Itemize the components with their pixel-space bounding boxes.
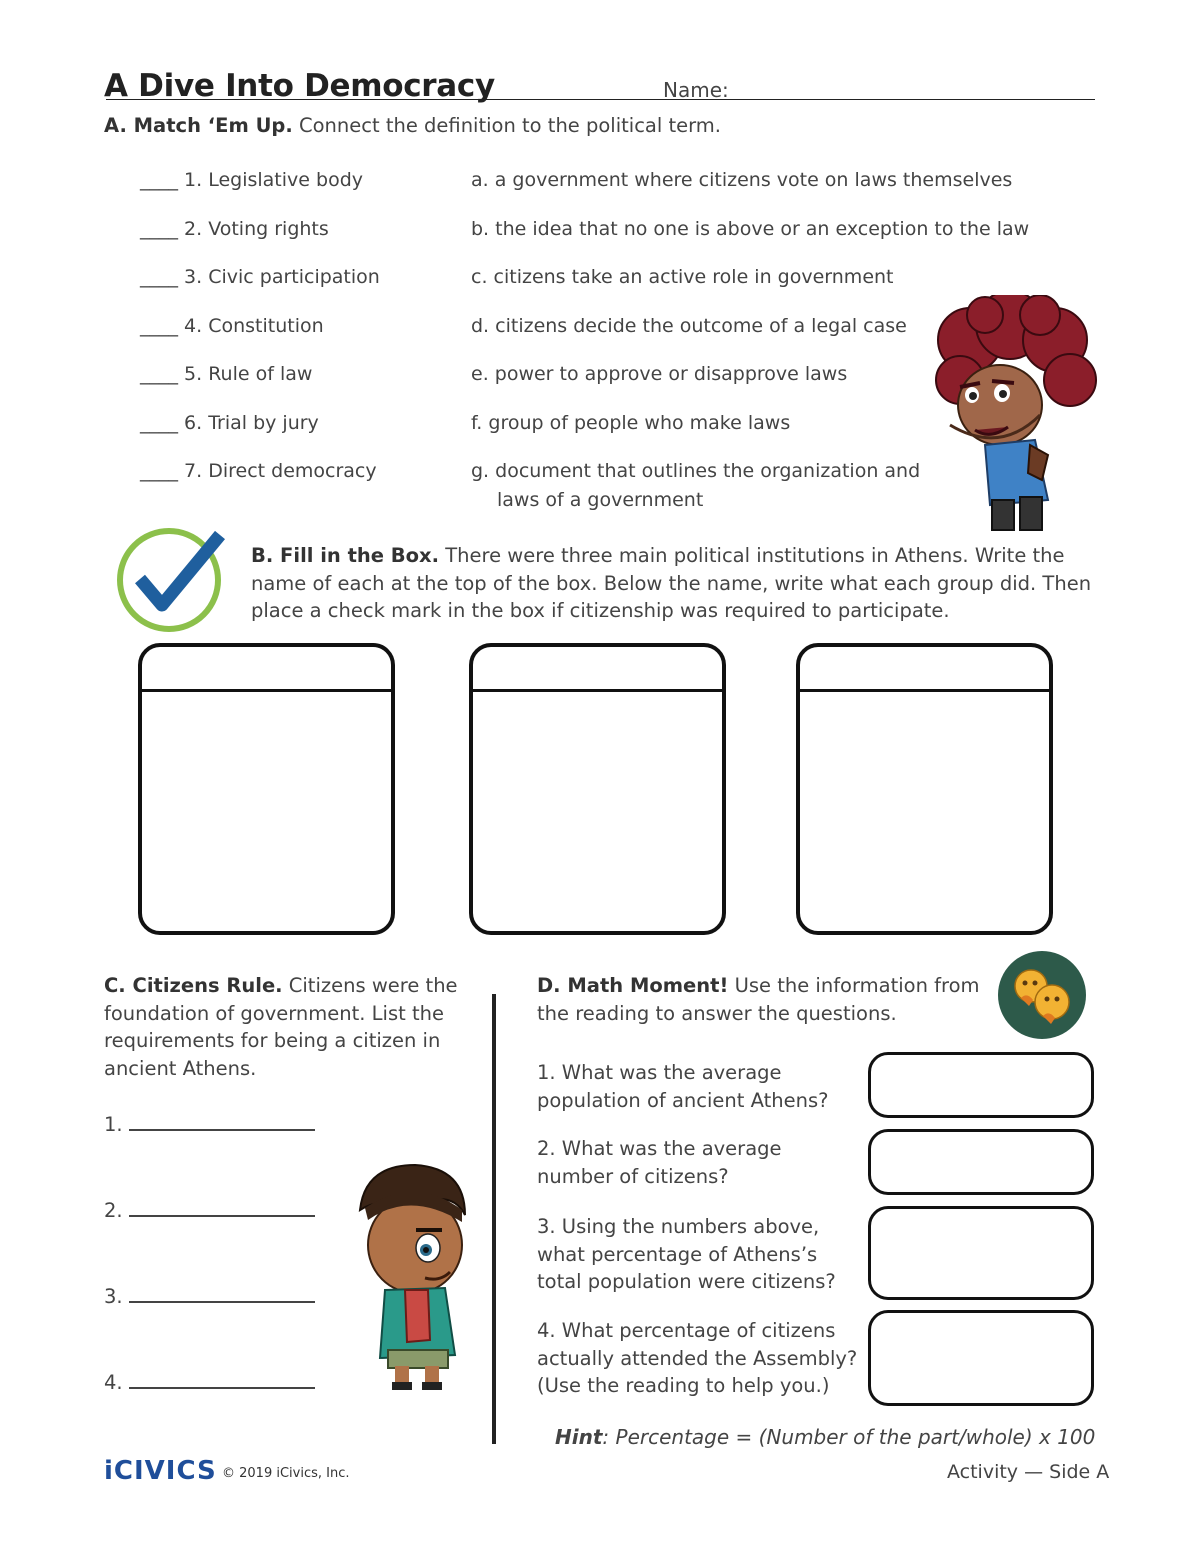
checkmark-icon: [116, 527, 226, 633]
term-6[interactable]: ____ 6. Trial by jury: [140, 412, 319, 434]
requirement-4[interactable]: [104, 1371, 315, 1394]
definition-e: e. power to approve or disapprove laws: [471, 363, 848, 385]
requirement-2-line[interactable]: [129, 1199, 315, 1217]
math-question-2: [537, 1135, 782, 1190]
section-d-heading-bold: D. Math Moment!: [537, 974, 729, 997]
institution-box-1[interactable]: [138, 643, 395, 935]
section-a-heading-text: Connect the definition to the political term.: [292, 114, 722, 137]
math-question-1-line2: population of ancient Athens?: [537, 1088, 829, 1112]
definition-g: g. document that outlines the organization and: [471, 460, 921, 482]
thinking-emoji-icon: [997, 950, 1087, 1040]
definition-g-cont: laws of a government: [497, 489, 704, 511]
section-a-heading-bold: A. Match ‘Em Up.: [104, 114, 293, 137]
institution-box-2-divider: [473, 689, 722, 692]
math-question-1-line1: 1. What was the average: [537, 1061, 782, 1084]
math-question-3-line2: what percentage of Athens’s: [537, 1242, 818, 1266]
page-side-label: Activity — Side A: [947, 1461, 1110, 1483]
term-5[interactable]: ____ 5. Rule of law: [140, 363, 313, 385]
section-d-line2: the reading to answer the questions.: [537, 1001, 897, 1025]
term-1[interactable]: ____ 1. Legislative body: [140, 169, 363, 191]
section-c-heading-bold: C. Citizens Rule.: [104, 974, 283, 997]
section-c-line2: foundation of government. List the: [104, 1001, 444, 1025]
section-c-line3: requirements for being a citizen in: [104, 1029, 441, 1052]
character-illustration: [930, 295, 1100, 535]
requirement-4-line[interactable]: [129, 1371, 315, 1389]
section-b-line3: place a check mark in the box if citizenship was required to participate.: [251, 599, 950, 622]
math-question-3-line3: total population were citizens?: [537, 1270, 836, 1293]
requirement-3-line[interactable]: [129, 1285, 315, 1303]
section-b-heading-bold: B. Fill in the Box.: [251, 544, 440, 567]
math-question-3: [537, 1213, 836, 1296]
term-7[interactable]: ____ 7. Direct democracy: [140, 460, 377, 482]
answer-box-3[interactable]: [868, 1206, 1094, 1300]
requirement-3[interactable]: [104, 1285, 315, 1308]
name-line[interactable]: [106, 99, 1095, 100]
section-c-line4: ancient Athens.: [104, 1056, 257, 1080]
name-label: Name:: [663, 78, 729, 102]
section-d-heading: [537, 972, 980, 1027]
institution-box-3-divider: [800, 689, 1049, 692]
requirement-4-number: 4.: [104, 1371, 123, 1394]
math-question-4-line2: actually attended the Assembly?: [537, 1346, 858, 1370]
math-question-4: [537, 1317, 857, 1400]
hint-formula: : Percentage = (Number of the part/whole) x 100: [602, 1425, 1096, 1449]
requirement-1-number: 1.: [104, 1113, 123, 1136]
student-illustration: [350, 1160, 475, 1392]
institution-box-3[interactable]: [796, 643, 1053, 935]
section-b-line2: name of each at the top of the box. Below the name, write what each group did. Then: [251, 571, 1092, 595]
definition-c: c. citizens take an active role in government: [471, 266, 894, 288]
institution-box-1-divider: [142, 689, 391, 692]
requirement-2-number: 2.: [104, 1199, 123, 1222]
requirement-2[interactable]: [104, 1199, 315, 1222]
math-question-2-line1: 2. What was the average: [537, 1137, 782, 1160]
icivics-logo: iCIVICS: [104, 1456, 217, 1486]
section-b-heading: [251, 542, 1091, 625]
definition-b: b. the idea that no one is above or an exception to the law: [471, 218, 1030, 240]
term-2[interactable]: ____ 2. Voting rights: [140, 218, 329, 240]
requirement-1-line[interactable]: [129, 1113, 315, 1131]
section-b-line1: There were three main political institutions in Athens. Write the: [439, 544, 1065, 567]
page-title: A Dive Into Democracy: [104, 68, 495, 104]
math-question-1: [537, 1059, 828, 1114]
section-a-heading: [104, 112, 721, 140]
term-3[interactable]: ____ 3. Civic participation: [140, 266, 380, 288]
copyright-text: © 2019 iCivics, Inc.: [222, 1466, 350, 1481]
math-question-4-line1: 4. What percentage of citizens: [537, 1319, 836, 1342]
section-c-heading: [104, 972, 458, 1082]
math-question-4-line3: (Use the reading to help you.): [537, 1374, 830, 1397]
section-d-line1: Use the information from: [728, 974, 980, 997]
definition-f: f. group of people who make laws: [471, 412, 791, 434]
institution-box-2[interactable]: [469, 643, 726, 935]
column-divider: [492, 994, 496, 1444]
math-question-2-line2: number of citizens?: [537, 1164, 729, 1188]
term-4[interactable]: ____ 4. Constitution: [140, 315, 324, 337]
answer-box-4[interactable]: [868, 1310, 1094, 1406]
answer-box-1[interactable]: [868, 1052, 1094, 1118]
requirement-3-number: 3.: [104, 1285, 123, 1308]
hint-text: [555, 1425, 1095, 1449]
definition-a: a. a government where citizens vote on laws themselves: [471, 169, 1013, 191]
section-c-line1: Citizens were the: [282, 974, 458, 997]
requirement-1[interactable]: [104, 1113, 315, 1136]
math-question-3-line1: 3. Using the numbers above,: [537, 1215, 820, 1238]
definition-d: d. citizens decide the outcome of a legal case: [471, 315, 907, 337]
answer-box-2[interactable]: [868, 1129, 1094, 1195]
hint-label: Hint: [555, 1425, 603, 1449]
